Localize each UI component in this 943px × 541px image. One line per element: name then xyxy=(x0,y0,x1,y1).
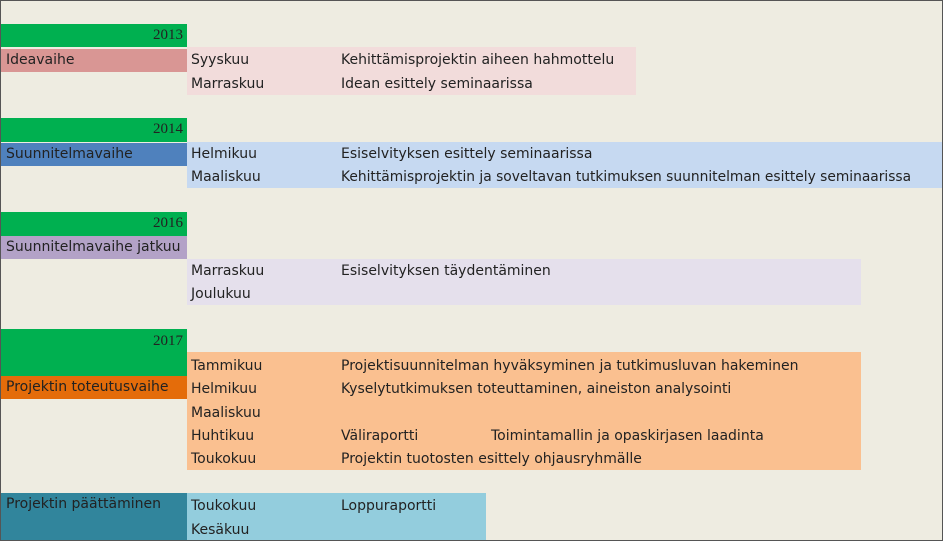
task-label-secondary: Toimintamallin ja opaskirjasen laadinta xyxy=(491,428,764,444)
task-label: Kehittämisprojektin aiheen hahmottelu xyxy=(341,52,615,68)
month-label: Toukokuu xyxy=(191,451,257,467)
task-label: Kyselytutkimuksen toteuttaminen, aineiston analysointi xyxy=(341,381,732,397)
year-bar-2013: 2013 xyxy=(1,24,187,47)
phase-label-plan: Suunnitelmavaihe xyxy=(1,143,187,166)
month-label: Maaliskuu xyxy=(191,405,261,421)
month-label: Helmikuu xyxy=(191,381,257,397)
month-label: Joulukuu xyxy=(191,286,251,302)
month-label: Marraskuu xyxy=(191,263,265,279)
year-bar-2016: 2016 xyxy=(1,212,187,236)
month-label: Huhtikuu xyxy=(191,428,255,444)
task-label: Väliraportti xyxy=(341,428,419,444)
task-label: Esiselvityksen esittely seminaarissa xyxy=(341,146,593,162)
phase-label-closing: Projektin päättäminen xyxy=(1,493,187,540)
task-label: Projektisuunnitelman hyväksyminen ja tutkimusluvan hakeminen xyxy=(341,358,799,374)
task-label: Loppuraportti xyxy=(341,498,437,514)
phase-label-plan-continues: Suunnitelmavaihe jatkuu xyxy=(1,236,187,259)
task-label: Idean esittely seminaarissa xyxy=(341,76,533,92)
month-label: Maaliskuu xyxy=(191,169,261,185)
month-label: Marraskuu xyxy=(191,76,265,92)
month-label: Syyskuu xyxy=(191,52,250,68)
month-label: Kesäkuu xyxy=(191,522,250,538)
year-bar-2017: 2017 xyxy=(1,329,187,376)
task-label: Kehittämisprojektin ja soveltavan tutkimuksen suunnitelman esittely seminaarissa xyxy=(341,169,912,185)
task-label: Projektin tuotosten esittely ohjausryhmälle xyxy=(341,451,642,467)
month-label: Toukokuu xyxy=(191,498,257,514)
task-label: Esiselvityksen täydentäminen xyxy=(341,263,551,279)
phase-label-implementation: Projektin toteutusvaihe xyxy=(1,376,187,399)
month-label: Tammikuu xyxy=(191,358,263,374)
month-label: Helmikuu xyxy=(191,146,257,162)
year-bar-2014: 2014 xyxy=(1,118,187,142)
phase-label-idea: Ideavaihe xyxy=(1,49,187,72)
